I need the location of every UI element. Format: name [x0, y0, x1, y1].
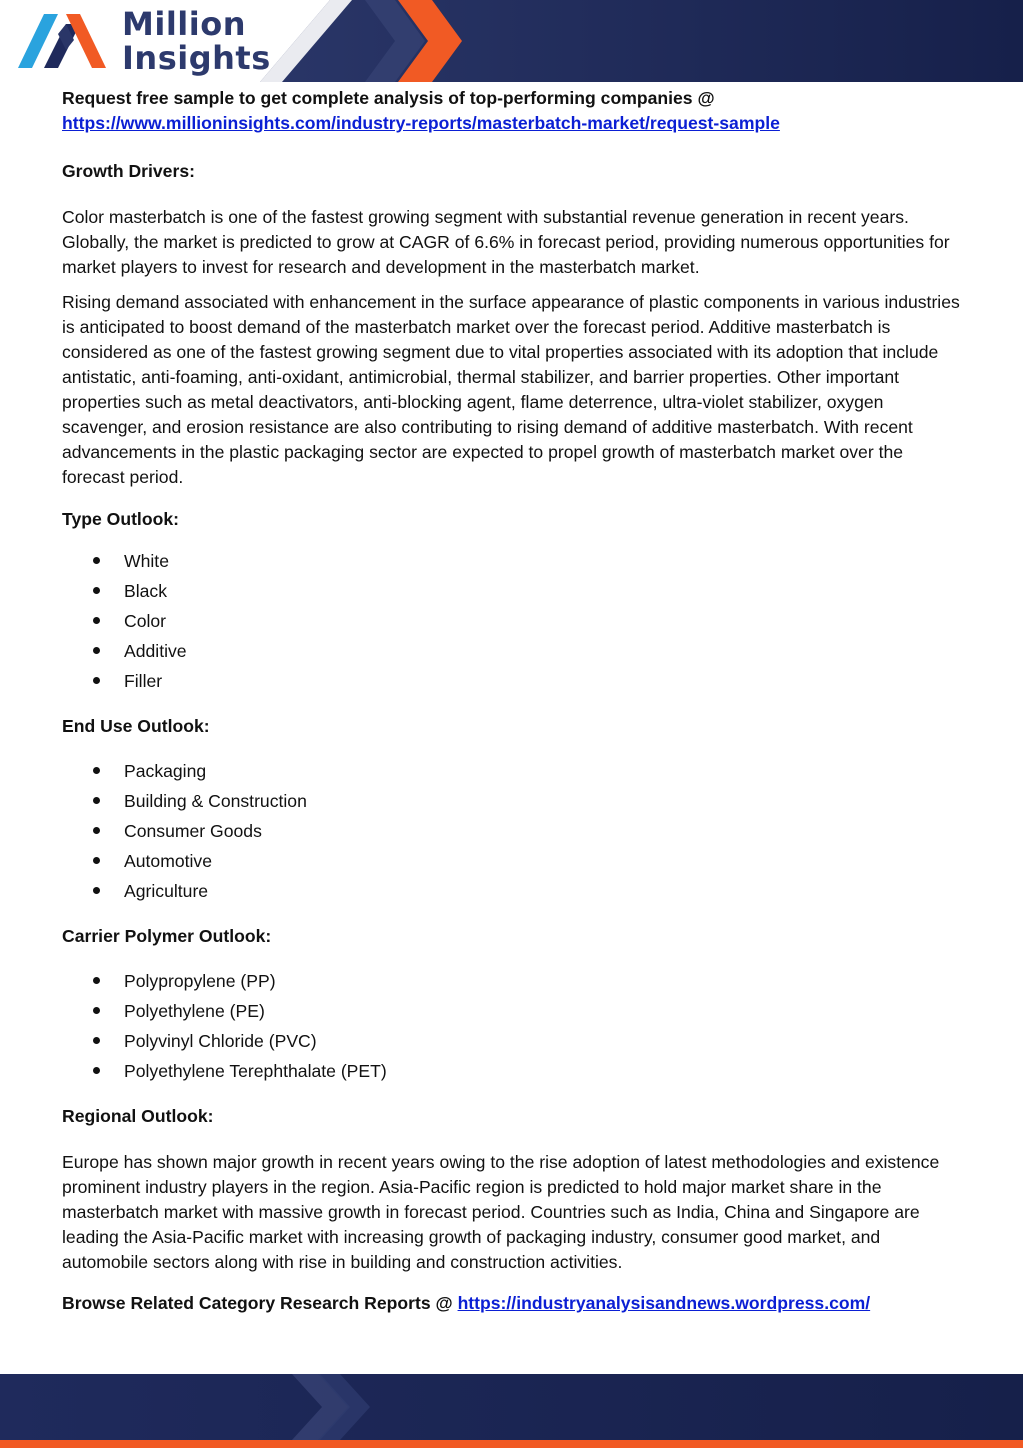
bullet-icon — [93, 617, 100, 624]
growth-drivers-paragraph-2: Rising demand associated with enhancement in the surface appearance of plastic components in various industries is anticipated to boost demand of the masterbatch market over the forecast period. Additive masterbatch is considered as one of the fastest growing segment due to vital properties associated with its adoption that include antistatic, anti-foaming, anti-oxidant, antimicrobial, thermal stabilizer, and barrier properties. Other important properties such as metal deactivators, anti-blocking agent, flame deterrence, ultra-violet stabilizer, oxygen scavenger, and erosion resistance are also contributing to rising demand of additive masterbatch. With recent advancements in the plastic packaging sector are expected to propel growth of masterbatch market over the forecast period. — [62, 292, 960, 487]
bullet-icon — [93, 1007, 100, 1014]
bullet-icon — [93, 887, 100, 894]
end-use-outlook-list — [62, 756, 967, 906]
list-item-label: Filler — [124, 671, 163, 691]
browse-related-text: Browse Related Category Research Reports @ — [62, 1293, 453, 1313]
page-footer — [0, 1374, 1023, 1448]
list-item-label: Polyethylene Terephthalate (PET) — [124, 1061, 387, 1081]
request-sample-text: Request free sample to get complete analysis of top-performing companies @ — [62, 88, 715, 108]
list-item-label: Polyethylene (PE) — [124, 1001, 265, 1021]
list-item — [62, 636, 967, 666]
report-content — [62, 86, 967, 1316]
growth-drivers-paragraph-1: Color masterbatch is one of the fastest growing segment with substantial revenue generation in recent years. Globally, the market is predicted to grow at CAGR of 6.6% in forecast period, providing numerous opportunities for market players to invest for research and development in the masterbatch market. — [62, 207, 950, 277]
bullet-icon — [93, 557, 100, 564]
list-item-label: Polypropylene (PP) — [124, 971, 276, 991]
list-item-label: Color — [124, 611, 167, 631]
list-item — [62, 666, 967, 696]
list-item — [62, 606, 967, 636]
list-item-label: White — [124, 551, 169, 571]
browse-related-block — [62, 1291, 967, 1316]
list-item-label: Consumer Goods — [124, 821, 262, 841]
browse-related-link[interactable]: https://industryanalysisandnews.wordpress.com/ — [457, 1293, 871, 1313]
logo-text-line2: Insights — [122, 39, 271, 77]
million-insights-logo — [14, 5, 271, 78]
bullet-icon — [93, 587, 100, 594]
list-item — [62, 876, 967, 906]
bullet-icon — [93, 857, 100, 864]
list-item — [62, 816, 967, 846]
regional-outlook-heading: Regional Outlook: — [62, 1106, 214, 1126]
bullet-icon — [93, 827, 100, 834]
logo-mark-icon — [14, 6, 114, 78]
request-sample-link[interactable]: https://www.millioninsights.com/industry-reports/masterbatch-market/request-sample — [62, 113, 780, 133]
carrier-polymer-outlook-list — [62, 966, 967, 1086]
bullet-icon — [93, 977, 100, 984]
list-item-label: Building & Construction — [124, 791, 307, 811]
list-item — [62, 786, 967, 816]
bullet-icon — [93, 1067, 100, 1074]
growth-drivers-heading: Growth Drivers: — [62, 161, 195, 181]
list-item-label: Polyvinyl Chloride (PVC) — [124, 1031, 317, 1051]
page-header — [0, 0, 1023, 82]
logo-text-line1: Million — [122, 5, 246, 43]
bullet-icon — [93, 1037, 100, 1044]
end-use-outlook-heading: End Use Outlook: — [62, 716, 210, 736]
carrier-polymer-outlook-heading: Carrier Polymer Outlook: — [62, 926, 272, 946]
type-outlook-heading: Type Outlook: — [62, 509, 179, 529]
bullet-icon — [93, 677, 100, 684]
list-item — [62, 576, 967, 606]
list-item — [62, 846, 967, 876]
list-item — [62, 966, 967, 996]
regional-outlook-paragraph: Europe has shown major growth in recent years owing to the rise adoption of latest methodologies and existence prominent industry players in the region. Asia-Pacific region is predicted to hold major market share in the masterbatch market with massive growth in forecast period. Countries such as India, China and Singapore are leading the Asia-Pacific market with increasing growth of packaging industry, consumer good market, and automobile sectors along with rise in building and construction activities. — [62, 1152, 940, 1272]
bullet-icon — [93, 647, 100, 654]
list-item — [62, 756, 967, 786]
list-item — [62, 996, 967, 1026]
footer-band-graphic — [0, 1374, 1023, 1448]
list-item-label: Additive — [124, 641, 187, 661]
list-item — [62, 546, 967, 576]
list-item-label: Agriculture — [124, 881, 209, 901]
bullet-icon — [93, 767, 100, 774]
list-item-label: Black — [124, 581, 168, 601]
bullet-icon — [93, 797, 100, 804]
list-item-label: Packaging — [124, 761, 207, 781]
request-sample-block — [62, 86, 967, 136]
list-item — [62, 1056, 967, 1086]
list-item — [62, 1026, 967, 1056]
list-item-label: Automotive — [124, 851, 213, 871]
type-outlook-list — [62, 546, 967, 696]
